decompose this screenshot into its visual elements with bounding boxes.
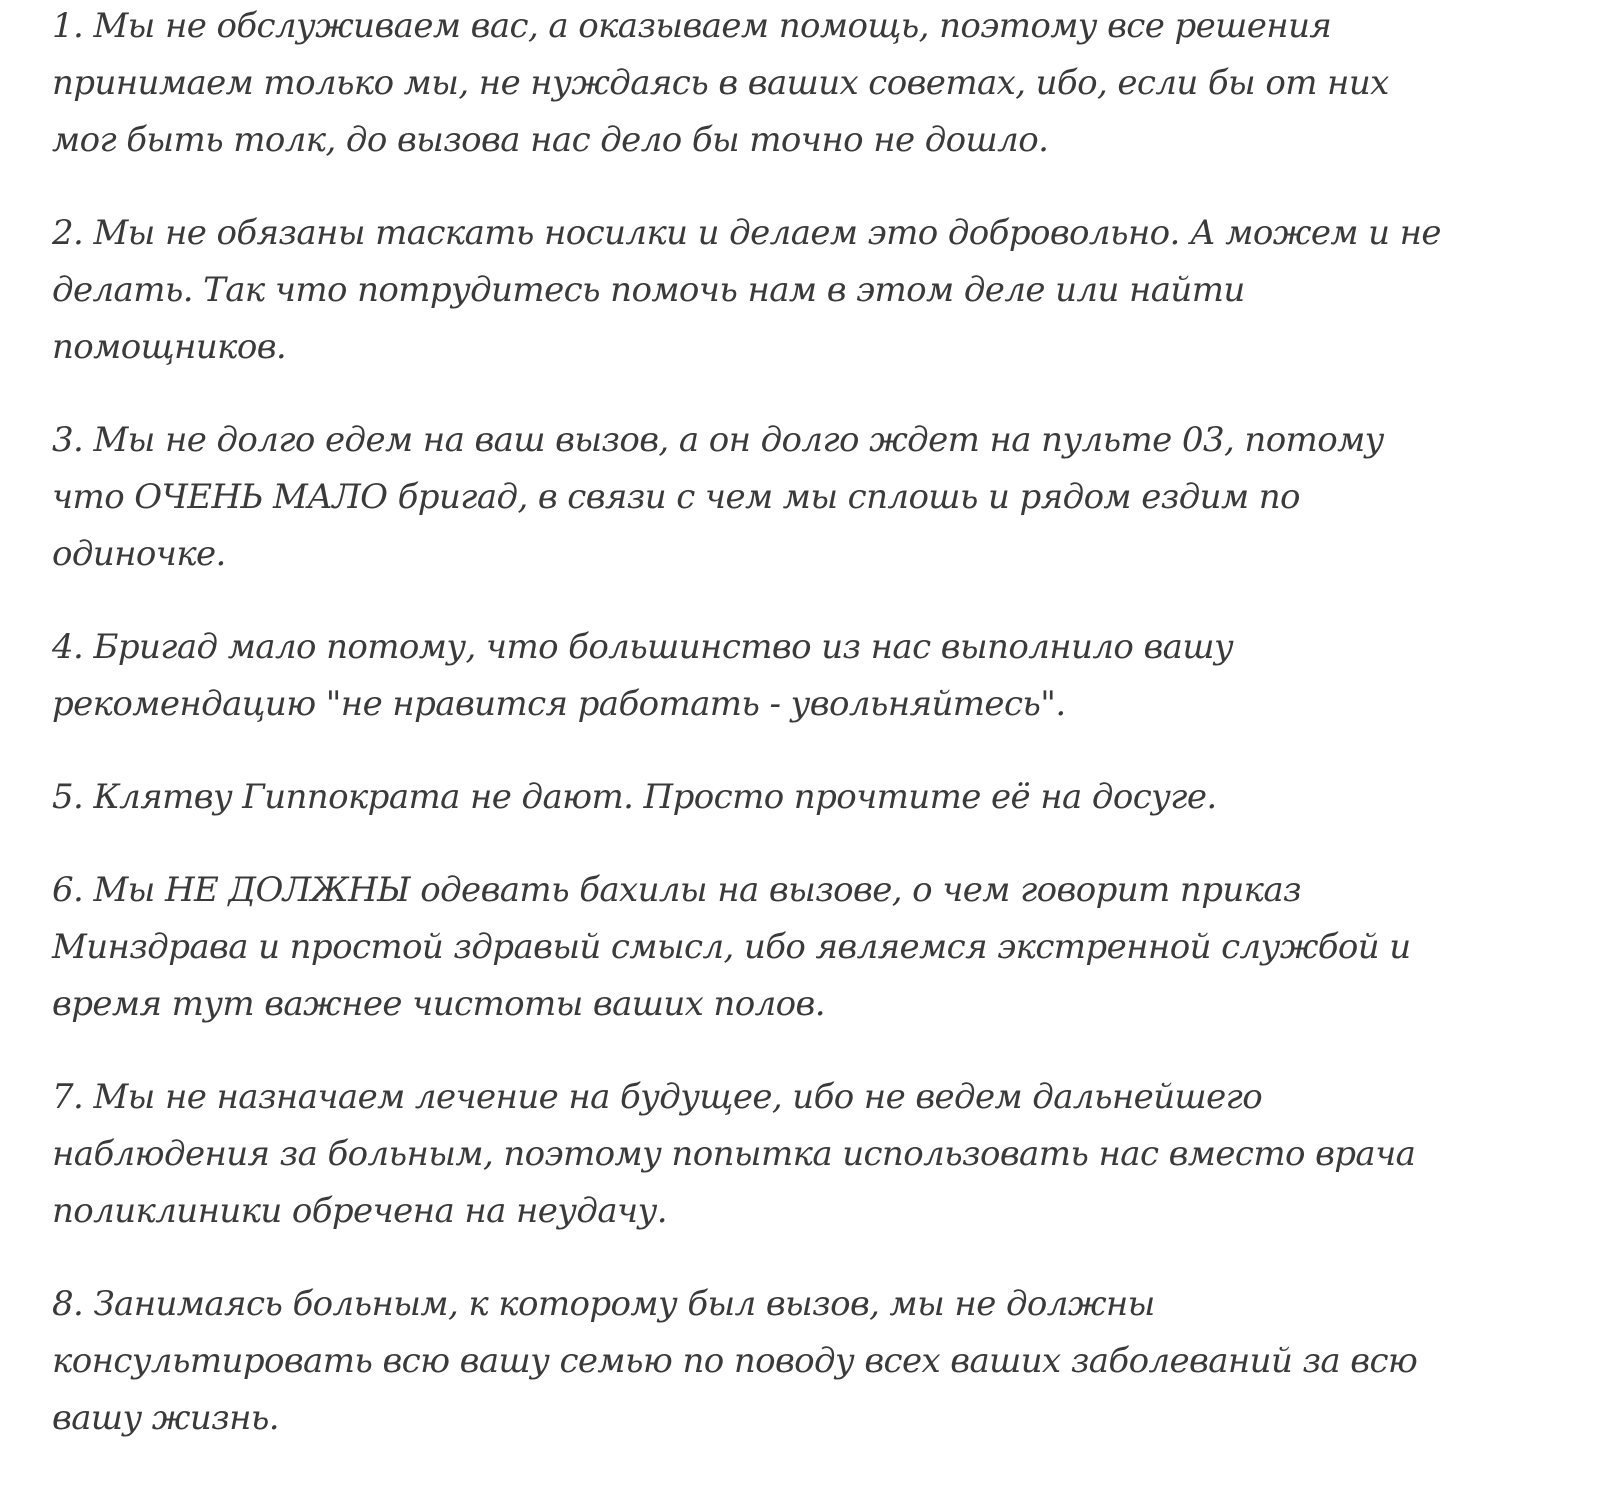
paragraph-line: делать. Так что потрудитесь помочь нам в этом деле или найти: [52, 270, 1245, 310]
paragraph-line: помощников.: [52, 327, 287, 367]
paragraph-line: 4. Бригад мало потому, что большинство из нас выполнило вашу: [52, 627, 1234, 667]
paragraph-line: 3. Мы не долго едем на ваш вызов, а он долго ждет на пульте 03, потому: [52, 420, 1384, 460]
paragraph-line: консультировать всю вашу семью по поводу всех ваших заболеваний за всю: [52, 1341, 1418, 1381]
paragraph-line: 5. Клятву Гиппократа не дают. Просто прочтите её на досуге.: [52, 777, 1217, 817]
paragraph-4: [52, 619, 1572, 733]
document-body: [52, 0, 1572, 1447]
paragraph-7: [52, 1069, 1572, 1240]
paragraph-line: 8. Занимаясь больным, к которому был вызов, мы не должны: [52, 1284, 1155, 1324]
paragraph-line: 2. Мы не обязаны таскать носилки и делаем это добровольно. А можем и не: [52, 213, 1441, 253]
paragraph-line: рекомендацию "не нравится работать - увольняйтесь".: [52, 684, 1066, 724]
paragraph-8: [52, 1276, 1572, 1447]
paragraph-line: поликлиники обречена на неудачу.: [52, 1191, 667, 1231]
paragraph-line: принимаем только мы, не нуждаясь в ваших советах, ибо, если бы от них: [52, 63, 1389, 103]
paragraph-3: [52, 412, 1572, 583]
paragraph-1: [52, 0, 1572, 169]
paragraph-line: 6. Мы НЕ ДОЛЖНЫ одевать бахилы на вызове, о чем говорит приказ: [52, 870, 1301, 910]
paragraph-line: одиночке.: [52, 534, 226, 574]
paragraph-6: [52, 862, 1572, 1033]
paragraph-2: [52, 205, 1572, 376]
paragraph-line: мог быть толк, до вызова нас дело бы точно не дошло.: [52, 120, 1049, 160]
paragraph-line: 1. Мы не обслуживаем вас, а оказываем помощь, поэтому все решения: [52, 6, 1332, 46]
paragraph-line: 7. Мы не назначаем лечение на будущее, ибо не ведем дальнейшего: [52, 1077, 1263, 1117]
paragraph-line: что ОЧЕНЬ МАЛО бригад, в связи с чем мы сплошь и рядом ездим по: [52, 477, 1300, 517]
paragraph-line: время тут важнее чистоты ваших полов.: [52, 984, 825, 1024]
paragraph-line: Минздрава и простой здравый смысл, ибо являемся экстренной службой и: [52, 927, 1411, 967]
paragraph-line: наблюдения за больным, поэтому попытка использовать нас вместо врача: [52, 1134, 1416, 1174]
paragraph-5: [52, 769, 1572, 826]
paragraph-line: вашу жизнь.: [52, 1398, 280, 1438]
